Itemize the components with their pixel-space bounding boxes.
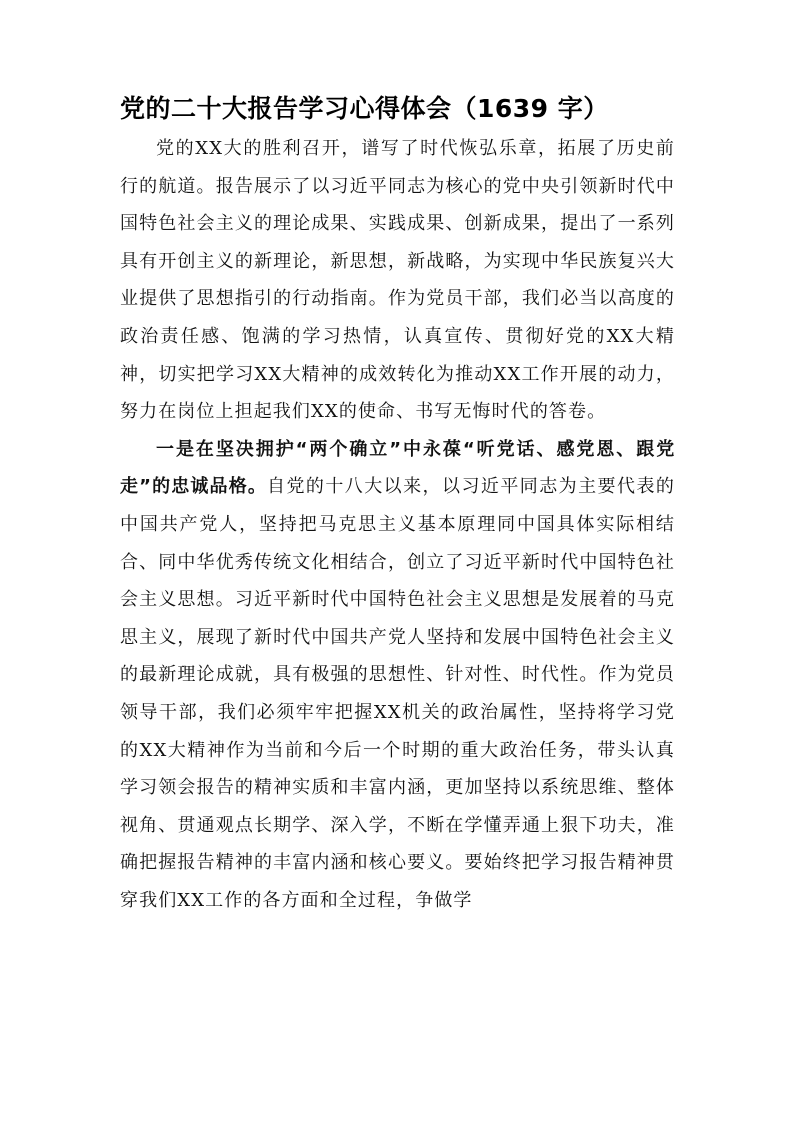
document-body <box>120 92 675 919</box>
paragraph-intro: 党的XX大的胜利召开，谱写了时代恢弘乐章，拓展了历史前行的航道。报告展示了以习近平同志为核心的党中央引领新时代中国特色社会主义的理论成果、实践成果、创新成果，提出了一系列具有开创主义的新理论，新思想，新战略，为实现中华民族复兴大业提供了思想指引的行动指南。作为党员干部，我们必当以高度的政治责任感、饱满的学习热情，认真宣传、贯彻好党的XX大精神，切实把学习XX大精神的成效转化为推动XX工作开展的动力，努力在岗位上担起我们XX的使命、书写无悔时代的答卷。 <box>120 138 675 423</box>
paragraph-point-one-heading: 一是在坚决拥护“两个确立”中永葆“听党话、感党恩、跟党走”的忠诚品格。 <box>120 438 675 498</box>
paragraph-point-one-body: 自党的十八大以来，以习近平同志为主要代表的中国共产党人，坚持把马克思主义基本原理同中国具体实际相结合、同中华优秀传统文化相结合，创立了习近平新时代中国特色社会主义思想。习近平新时代中国特色社会主义思想是发展着的马克思主义，展现了新时代中国共产党人坚持和发展中国特色社会主义的最新理论成就，具有极强的思想性、针对性、时代性。作为党员领导干部，我们必须牢牢把握XX机关的政治属性，坚持将学习党的XX大精神作为当前和今后一个时期的重大政治任务，带头认真学习领会报告的精神实质和丰富内涵，更加坚持以系统思维、整体视角、贯通观点长期学、深入学，不断在学懂弄通上狠下功夫，准确把握报告精神的丰富内涵和核心要义。要始终把学习报告精神贯穿我们XX工作的各方面和全过程，争做学 <box>120 476 675 911</box>
paragraph-point-one <box>120 431 675 920</box>
document-title: 党的二十大报告学习心得体会（1639 字） <box>120 94 609 123</box>
